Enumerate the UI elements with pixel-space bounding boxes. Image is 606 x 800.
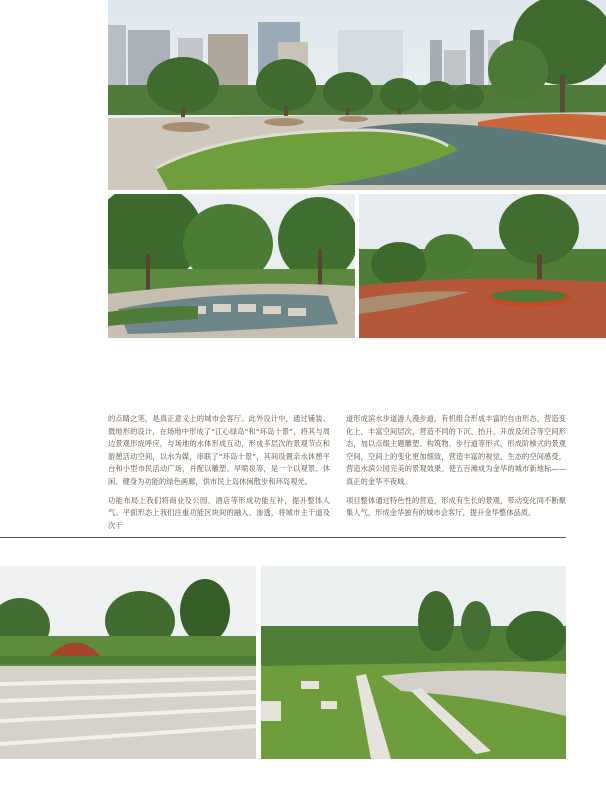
top-photo <box>108 0 606 190</box>
article-column-right <box>346 413 566 526</box>
stepping-stone-pool-image <box>108 194 355 338</box>
paragraph: 道形成滨水步道游人漫步道，有机组合形成丰富的自由形态，营造变化上，丰富空间层次，营造不同的下沉、抬升、开放及闭合等空间形态，加以点缀主题雕塑、构筑物、步行道等形式，形成阶梯式的景观空间，空间上的变化更加细致，营造丰富的视觉、生态的空间感受，营造水滨公园完美的景观效果。使五百滩成为金华的城市新地标——真正的金华不夜城。 <box>346 414 566 486</box>
paragraph: 项目整体通过特色性的营造，形成有生长的景观，带动变化同不断聚集人气，形成金华独有的城市会客厅，提升金华整体品质。 <box>346 495 566 518</box>
paragraph: 的点睛之笔，是真正意义上的城市会客厅。此外设计中，通过铺装、微地形的设计，在场地中形成了“江心绿岛”和“环岛十景”，将其与周边景观形成呼应，与场地的水体形成互动，形成多层次的景观节点和游憩活动空间，以水为媒，串联了“环岛十景”，其间设置亲水休憩平台和小型市民活动广场，并配以雕塑、旱喷泉等，是一个以观景、休闲、健身为功能的绿色画廊，供市民上岛休闲散步和环岛观光。 <box>108 414 330 486</box>
plaza-waterfront-skyline-image <box>108 0 606 190</box>
article-column-left <box>108 413 330 538</box>
stepped-lawn-terrace-image <box>0 566 256 759</box>
paragraph: 功能布局上我们将商业及公园、酒店等形成功能互补，提升整体人气。平面形态上我们注重功能区块间的融入、渗透，将城市主干道及次干 <box>108 495 330 530</box>
section-divider <box>0 537 566 538</box>
lawn-path-benches-image <box>261 566 566 759</box>
mid-right-photo <box>359 194 606 338</box>
red-paved-plaza-tree-image <box>359 194 606 338</box>
bottom-right-photo <box>261 566 566 759</box>
mid-left-photo <box>108 194 355 338</box>
bottom-left-photo <box>0 566 256 759</box>
